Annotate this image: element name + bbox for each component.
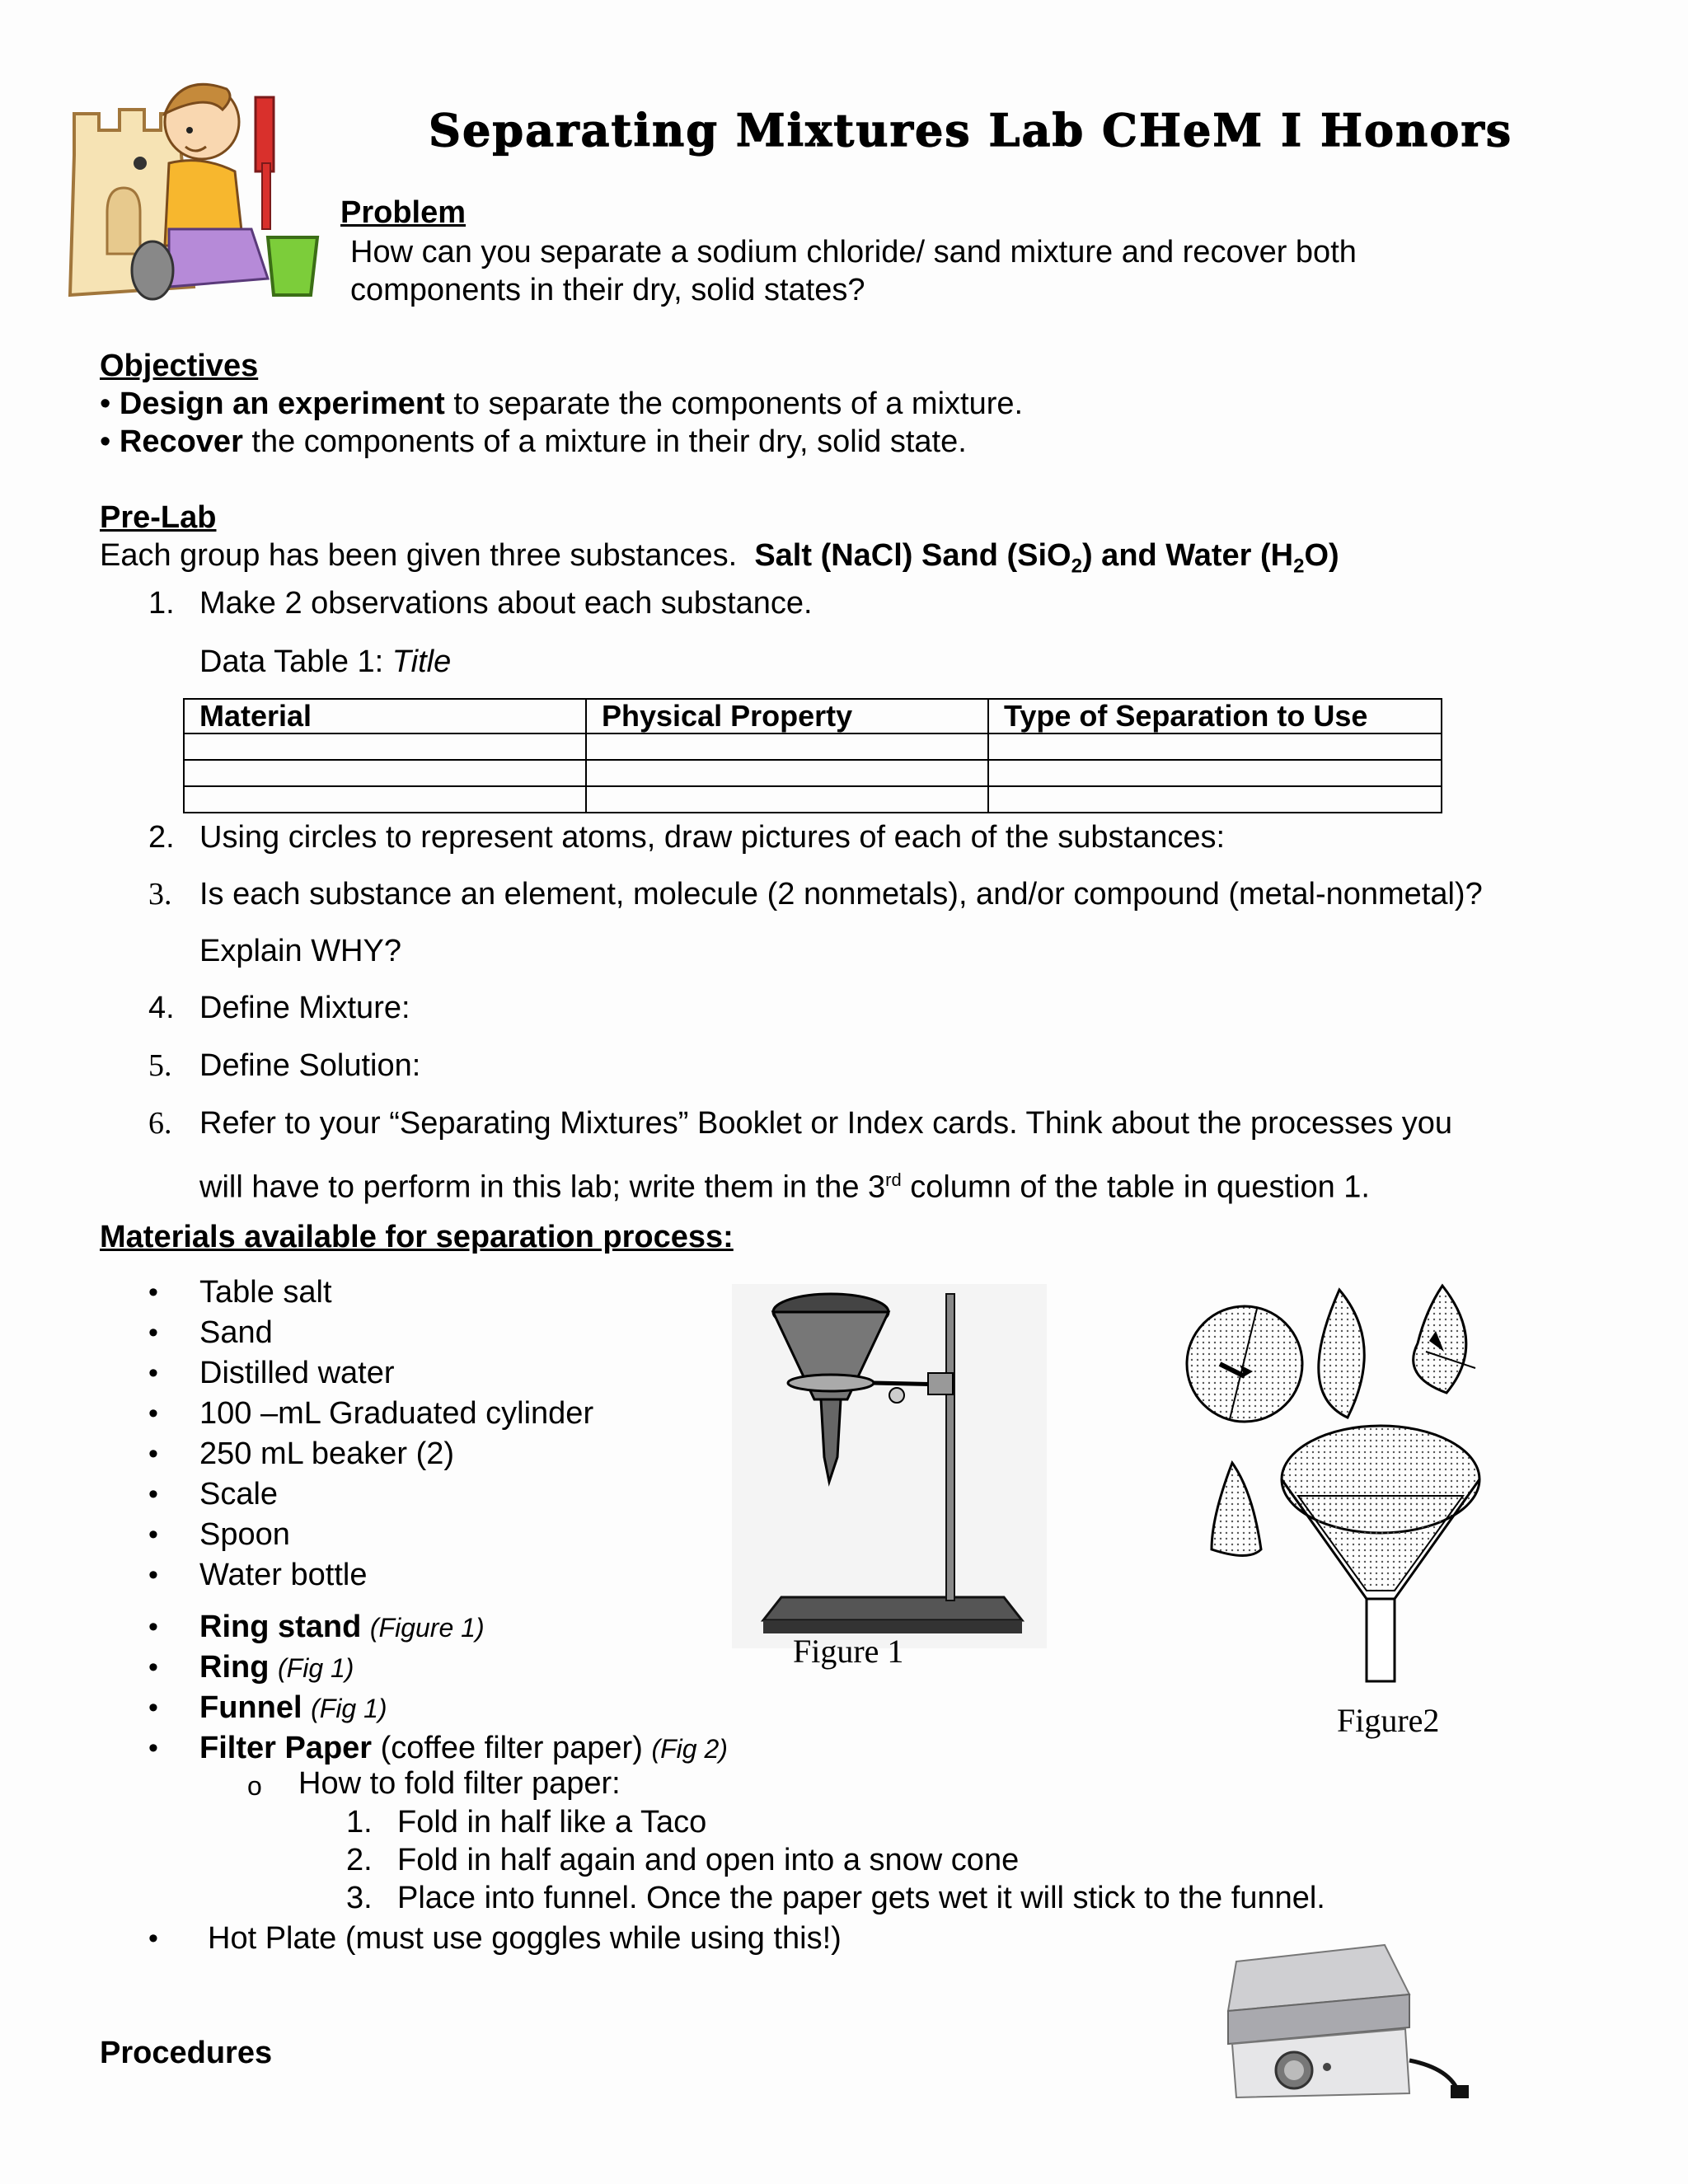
fold-step-number: 3. [346, 1881, 373, 1915]
fold-step-text: Fold in half again and open into a snow cone [397, 1843, 1020, 1877]
bullet: • [148, 1692, 158, 1723]
data-table-1 [183, 698, 1442, 813]
question-text-continued: Explain WHY? [199, 934, 401, 968]
material-item: Hot Plate (must use goggles while using this!) [208, 1921, 842, 1956]
question-text-continued: will have to perform in this lab; write them in the 3rd column of the table in question 1. [199, 1169, 1370, 1205]
bullet: • [148, 1479, 158, 1510]
question-number: 6. [148, 1106, 172, 1141]
question-number: 2. [148, 820, 175, 855]
table-header: Type of Separation to Use [988, 699, 1442, 733]
bullet: • [148, 1357, 158, 1389]
table-cell[interactable] [988, 786, 1442, 813]
table-cell[interactable] [184, 733, 586, 760]
material-item: Filter Paper (coffee filter paper) (Fig 2) [199, 1731, 728, 1765]
material-item: Table salt [199, 1275, 332, 1310]
bullet: • [148, 1438, 158, 1469]
table-caption: Data Table 1: Title [199, 644, 452, 679]
fold-step-number: 2. [346, 1843, 373, 1877]
bullet: • [148, 1519, 158, 1550]
bullet: • [148, 1923, 158, 1954]
question-text: Define Solution: [199, 1048, 421, 1083]
ring-stand-funnel-figure [732, 1284, 1047, 1648]
page-title: Separating Mixtures Lab CHeM I Honors [429, 104, 1513, 157]
bullet: • [148, 1317, 158, 1348]
bullet: • [148, 1398, 158, 1429]
question-text: Refer to your “Separating Mixtures” Booklet or Index cards. Think about the processes you [199, 1106, 1453, 1141]
fold-step-text: Place into funnel. Once the paper gets wet it will stick to the funnel. [397, 1881, 1325, 1915]
table-cell[interactable] [184, 786, 586, 813]
material-item: Ring stand (Figure 1) [199, 1610, 485, 1644]
objective-item: • Recover the components of a mixture in their dry, solid state. [100, 424, 967, 459]
question-text: Using circles to represent atoms, draw pictures of each of the substances: [199, 820, 1226, 855]
table-header: Material [184, 699, 586, 733]
question-text: Make 2 observations about each substance. [199, 586, 813, 621]
procedures-heading: Procedures [100, 2036, 273, 2070]
question-number: 3. [148, 877, 172, 912]
material-item: Water bottle [199, 1558, 368, 1592]
question-text: Define Mixture: [199, 991, 410, 1025]
table-cell[interactable] [184, 760, 586, 786]
question-number: 5. [148, 1048, 172, 1083]
prelab-heading: Pre-Lab [100, 500, 217, 535]
table-header: Physical Property [586, 699, 988, 733]
bullet: • [148, 1277, 158, 1308]
prelab-intro: Each group has been given three substances. Salt (NaCl) Sand (SiO$_2$) and Water $(H_2O)$ [100, 538, 1339, 578]
material-item: 100 –mL Graduated cylinder [199, 1396, 594, 1431]
fold-title: How to fold filter paper: [298, 1766, 621, 1801]
table-cell[interactable] [586, 786, 988, 813]
material-item: Ring (Fig 1) [199, 1650, 354, 1685]
material-item: Distilled water [199, 1356, 395, 1390]
table-cell[interactable] [988, 733, 1442, 760]
bullet: • [148, 1652, 158, 1683]
table-cell[interactable] [586, 760, 988, 786]
fold-step-number: 1. [346, 1805, 373, 1840]
problem-text-line1: How can you separate a sodium chloride/ sand mixture and recover both [350, 235, 1357, 269]
objectives-heading: Objectives [100, 349, 259, 383]
bullet: • [148, 1559, 158, 1591]
table-cell[interactable] [988, 760, 1442, 786]
question-number: 1. [148, 586, 175, 621]
materials-heading: Materials available for separation process: [100, 1220, 734, 1254]
filter-paper-fold-figure [1179, 1277, 1508, 1690]
hot-plate-illustration [1212, 1929, 1500, 2102]
bullet: • [148, 1611, 158, 1643]
objective-item: • Design an experiment to separate the components of a mixture. [100, 387, 1024, 421]
figure1-caption: Figure 1 [793, 1633, 904, 1670]
material-item: 250 mL beaker (2) [199, 1436, 455, 1471]
question-text: Is each substance an element, molecule (2 nonmetals), and/or compound (metal-nonmetal)? [199, 877, 1483, 912]
material-item: Funnel (Fig 1) [199, 1690, 387, 1725]
sub-bullet: o [247, 1771, 262, 1801]
material-item: Spoon [199, 1517, 290, 1552]
problem-heading: Problem [340, 195, 467, 230]
bullet: • [148, 1732, 158, 1764]
fold-step-text: Fold in half like a Taco [397, 1805, 707, 1840]
material-item: Scale [199, 1477, 279, 1511]
table-row [184, 786, 1442, 813]
figure2-caption: Figure2 [1337, 1702, 1440, 1739]
sandcastle-kid-illustration [58, 64, 330, 312]
question-number: 4. [148, 991, 175, 1025]
problem-text-line2: components in their dry, solid states? [350, 273, 865, 307]
table-cell[interactable] [586, 733, 988, 760]
material-item: Sand [199, 1315, 273, 1350]
table-row [184, 733, 1442, 760]
table-row [184, 760, 1442, 786]
